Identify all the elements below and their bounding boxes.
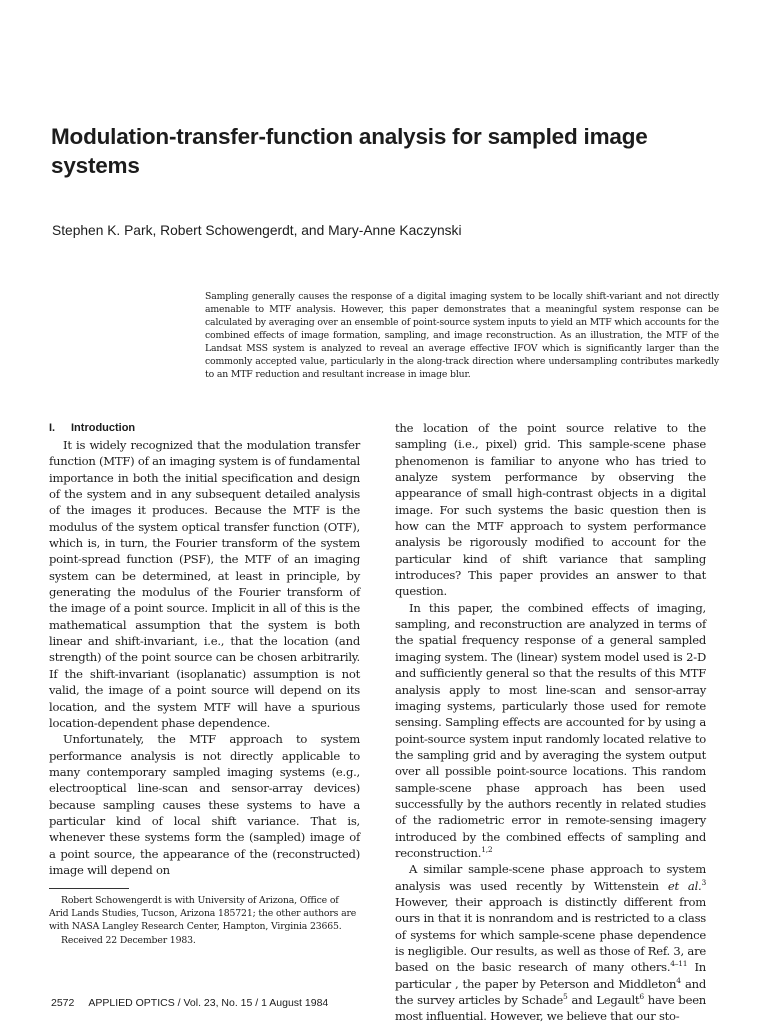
paragraph-text: However, their approach is distinctly different from ours in that it is nonrandom and is restricted to a class of systems for which sample-scene phase dependence is negligible. Our results, as well as those of Ref. 3, are based on the basic research of many others.	[395, 894, 706, 975]
paper-title: Modulation-transfer-function analysis for sampled image systems	[51, 124, 648, 178]
citation-ref: 4	[676, 975, 681, 985]
paragraph-text: A similar sample-scene phase approach to system analysis was used recently by Wittenstein	[395, 862, 706, 893]
citation-ref: 1,2	[481, 845, 493, 855]
abstract: Sampling generally causes the response of a digital imaging system to be locally shift-variant and not directly amenable to MTF analysis. However, this paper demonstrates that a meaningful system response can be calculated by averaging over an ensemble of point-source system inputs to yield an MTF which accounts for the combined effects of image formation, sampling, and image reconstruction. As an illustration, the MTF of the Landsat MSS system is analyzed to reveal an average effective IFOV which is significantly larger than the commonly accepted value, particularly in the along-track direction where undersampling contributes markedly to an MTF reduction and resultant increase in image blur.	[205, 291, 719, 380]
page-number: 2572	[51, 997, 75, 1009]
paragraph-text: have been most influential. However, we believe that our sto-	[395, 993, 707, 1024]
footnote	[49, 894, 360, 947]
footnote-rule	[49, 888, 129, 889]
section-heading	[49, 420, 360, 436]
body-paragraph: Unfortunately, the MTF approach to system performance analysis is not directly applicable to many contemporary sampled imaging systems (e.g., electrooptical line-scan and sensor-array devices) because sampling causes these systems to have a particular kind of local shift variance. That is, whenever these systems form the (sampled) image of a point source, the appearance of the (reconstructed) image will depend on	[49, 732, 360, 877]
paragraph-text: and Legault	[571, 993, 640, 1008]
citation-ref: 5	[563, 992, 568, 1002]
body-paragraph	[395, 600, 706, 862]
body-paragraph: the location of the point source relative to the sampling (i.e., pixel) grid. This sample-scene phase phenomenon is familiar to anyone who has tried to analyze system performance by observing the appearance of small high-contrast objects in a digital image. For such systems the basic question then is how can the MTF approach to system performance analysis be rigorously modified to account for the particular kind of shift variance that sampling introduces? This paper provides an answer to that question.	[395, 421, 706, 599]
author-list: Stephen K. Park, Robert Schowengerdt, and Mary-Anne Kaczynski	[52, 223, 462, 238]
paragraph-text: In particular , the paper by Peterson and Middleton	[395, 960, 707, 991]
journal-citation: APPLIED OPTICS / Vol. 23, No. 15 / 1 August 1984	[88, 997, 329, 1009]
citation-ref: 4–11	[670, 959, 688, 969]
footnote-received: Received 22 December 1983.	[61, 934, 196, 946]
right-column	[395, 420, 706, 1025]
footnote-affiliation: Robert Schowengerdt is with University of Arizona, Office of Arid Lands Studies, Tucson, Arizona 185721; the other authors are with NASA Langley Research Center, Hampton, Virginia 23665.	[49, 895, 357, 933]
left-column	[49, 420, 360, 878]
section-number: I.	[49, 422, 56, 434]
page-footer	[51, 996, 451, 1010]
et-al: et al.	[667, 878, 702, 893]
citation-ref: 6	[639, 992, 644, 1002]
paragraph-text: In this paper, the combined effects of imaging, sampling, and reconstruction are analyzed in terms of the spatial frequency response of a general sampled imaging system. The (linear) system model used is 2-D and sufficiently general so that the results of this MTF analysis apply to most line-scan and sensor-array imaging systems, particularly those used for remote sensing. Sampling effects are accounted for by using a point-source system input randomly located relative to the sampling grid and by averaging the system output over all possible point-source locations. This random sample-scene phase approach has been used successfully by the authors recently in related studies of the radiometric error in remote-sensing imagery introduced by the combined effects of sampling and reconstruction.	[395, 600, 706, 860]
citation-ref: 3	[701, 877, 706, 887]
paragraph-text: and the survey articles by Schade	[395, 976, 706, 1008]
body-paragraph: It is widely recognized that the modulation transfer function (MTF) of an imaging system is of fundamental importance in both the initial specification and design of the system and in any subsequent detailed analysis of the images it produces. Because the MTF is the modulus of the system optical transfer function (OTF), which is, in turn, the Fourier transform of the system point-spread function (PSF), the MTF of an imaging system can be determined, at least in principle, by generating the modulus of the Fourier transform of the image of a point source. Implicit in all of this is the mathematical assumption that the system is both linear and shift-invariant, i.e., that the location (and strength) of the point source can be chosen arbitrarily. If the shift-invariant (isoplanatic) assumption is not valid, the image of a point source will depend on its location, and the system MTF will have a spurious location-dependent phase dependence.	[49, 438, 360, 730]
section-title: Introduction	[71, 422, 136, 434]
